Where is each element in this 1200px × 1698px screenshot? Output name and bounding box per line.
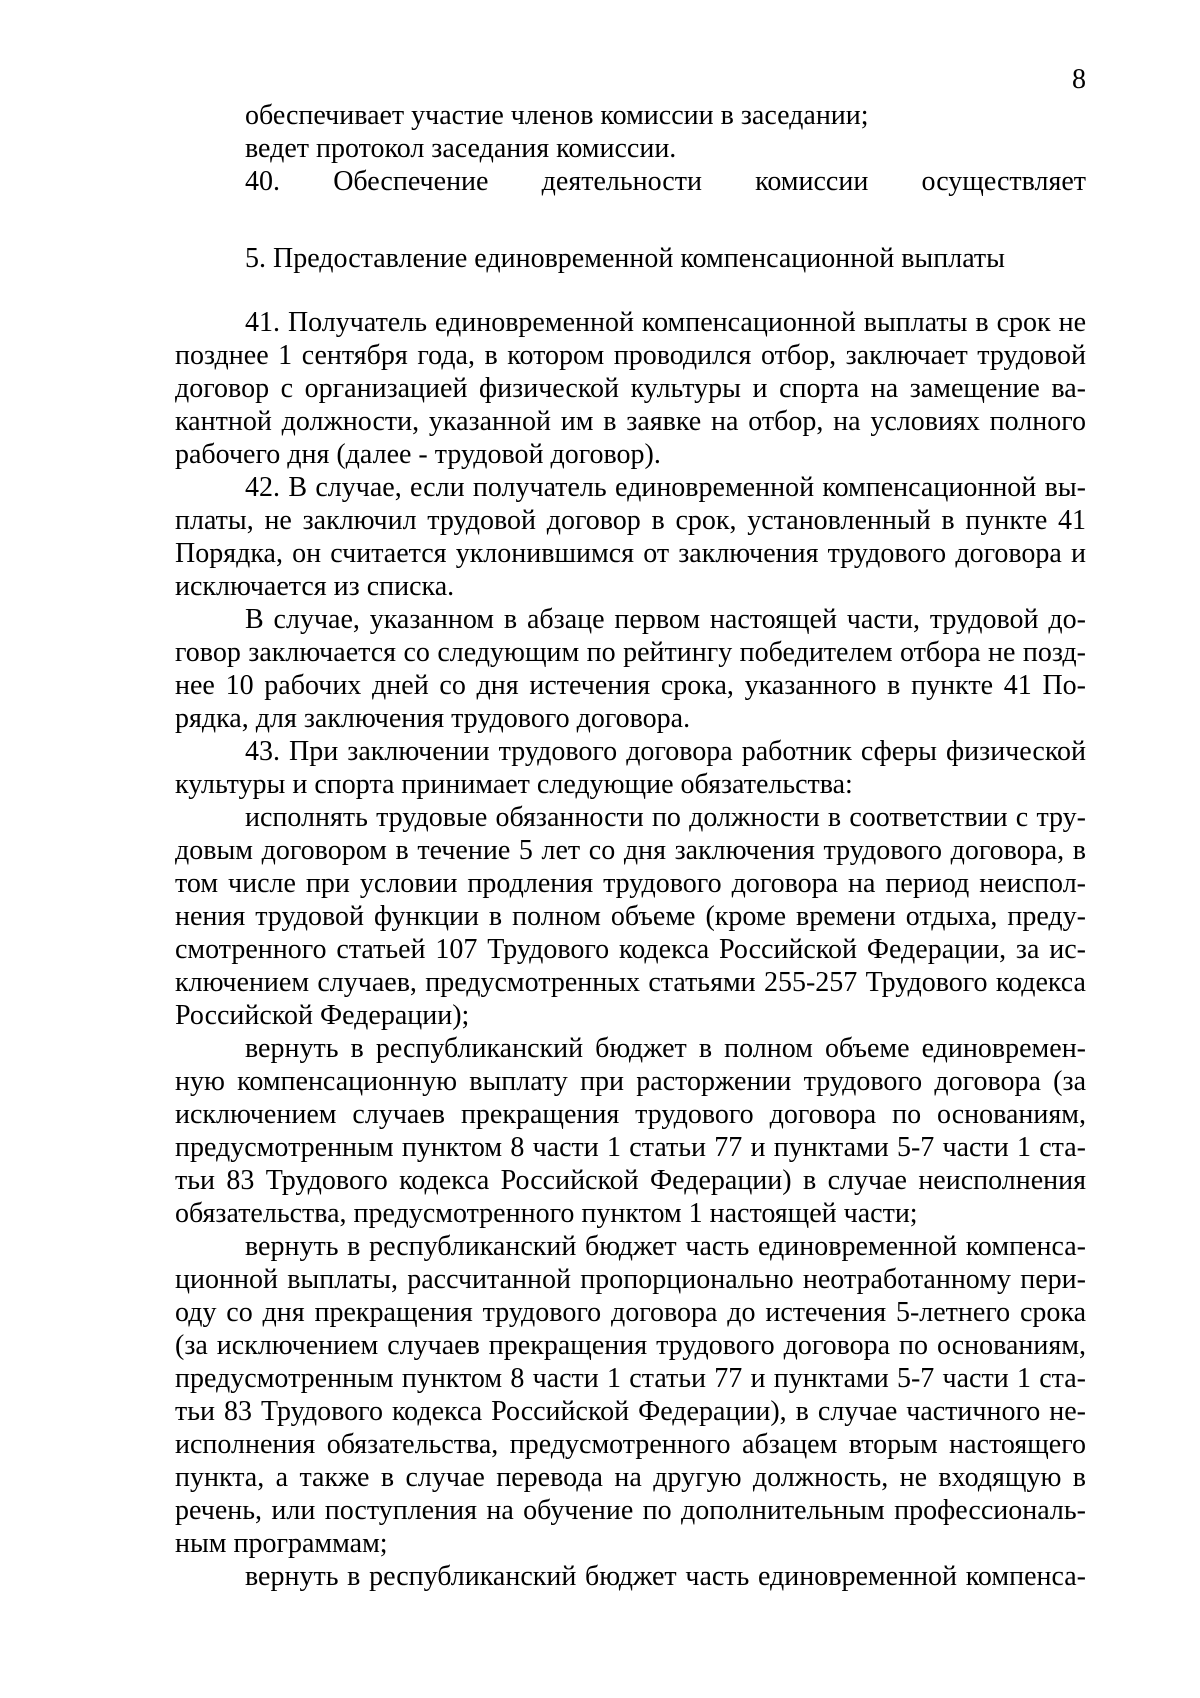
text-line: нее 10 рабочих дней со дня истечения срока, указанного в пункте 41 По- — [175, 670, 1086, 701]
text-line: кантной должности, указанной им в заявке на отбор, на условиях полного — [175, 406, 1086, 437]
text-line: 43. При заключении трудового договора работник сферы физической — [245, 736, 1086, 767]
text-line: договор с организацией физической культуры и спорта на замещение ва- — [175, 373, 1086, 404]
text-line: оду со дня прекращения трудового договора до истечения 5-летнего срока — [175, 1297, 1086, 1328]
text-line: исполнения обязательства, предусмотренного абзацем вторым настоящего — [175, 1429, 1086, 1460]
text-line: говор заключается со следующим по рейтингу победителем отбора не позд- — [175, 637, 1086, 668]
text-line: позднее 1 сентября года, в котором проводился отбор, заключает трудовой — [175, 340, 1086, 371]
text-line: 41. Получатель единовременной компенсационной выплаты в срок не — [245, 307, 1086, 338]
text-line: ключением случаев, предусмотренных статьями 255-257 Трудового кодекса — [175, 967, 1086, 998]
text-line: предусмотренным пунктом 8 части 1 статьи 77 и пунктами 5-7 части 1 ста- — [175, 1363, 1086, 1394]
text-line: том числе при условии продления трудового договора на период неиспол- — [175, 868, 1086, 899]
text-line: культуры и спорта принимает следующие обязательства: — [175, 769, 853, 800]
text-line: Порядка, он считается уклонившимся от заключения трудового договора и — [175, 538, 1086, 569]
text-line: довым договором в течение 5 лет со дня заключения трудового договора, в — [175, 835, 1086, 866]
text-line: смотренного статьей 107 Трудового кодекса Российской Федерации, за ис- — [175, 934, 1086, 965]
text-line: ным программам; — [175, 1528, 388, 1559]
text-line: предусмотренным пунктом 8 части 1 статьи 77 и пунктами 5-7 части 1 ста- — [175, 1132, 1086, 1163]
text-line: исключается из списка. — [175, 571, 455, 602]
text-line: 42. В случае, если получатель единовременной компенсационной вы- — [245, 472, 1086, 503]
text-line: исполнять трудовые обязанности по должности в соответствии с тру- — [245, 802, 1086, 833]
text-line: тьи 83 Трудового кодекса Российской Федерации), в случае частичного не- — [175, 1396, 1086, 1427]
text-line: платы, не заключил трудовой договор в срок, установленный в пункте 41 — [175, 505, 1086, 536]
text-line: вернуть в республиканский бюджет в полном объеме единовремен- — [245, 1033, 1086, 1064]
text-line: вернуть в республиканский бюджет часть единовременной компенса- — [245, 1561, 1086, 1592]
text-line: ционной выплаты, рассчитанной пропорционально неотработанному пери- — [175, 1264, 1086, 1295]
text-line: обеспечивает участие членов комиссии в заседании; — [245, 100, 869, 131]
page-number: 8 — [1072, 64, 1086, 95]
text-line: вернуть в республиканский бюджет часть единовременной компенса- — [245, 1231, 1086, 1262]
text-line: 40. Обеспечение деятельности комиссии осуществляет — [245, 166, 1086, 197]
text-line: обязательства, предусмотренного пунктом 1 настоящей части; — [175, 1198, 918, 1229]
text-line: ную компенсационную выплату при расторжении трудового договора (за — [175, 1066, 1086, 1097]
section-heading: 5. Предоставление единовременной компенсационной выплаты — [245, 243, 1005, 274]
text-line: В случае, указанном в абзаце первом настоящей части, трудовой до- — [245, 604, 1086, 635]
text-line: Российской Федерации); — [175, 1000, 470, 1031]
text-line: (за исключением случаев прекращения трудового договора по основаниям, — [175, 1330, 1086, 1361]
text-line: нения трудовой функции в полном объеме (кроме времени отдыха, преду- — [175, 901, 1086, 932]
text-line: тьи 83 Трудового кодекса Российской Федерации) в случае неисполнения — [175, 1165, 1086, 1196]
text-line: речень, или поступления на обучение по дополнительным профессиональ- — [175, 1495, 1086, 1526]
text-line: рядка, для заключения трудового договора. — [175, 703, 691, 734]
text-line: ведет протокол заседания комиссии. — [245, 133, 677, 164]
text-line: рабочего дня (далее - трудовой договор). — [175, 439, 661, 470]
text-line: исключением случаев прекращения трудового договора по основаниям, — [175, 1099, 1086, 1130]
text-line: пункта, а также в случае перевода на другую должность, не входящую в — [175, 1462, 1086, 1493]
